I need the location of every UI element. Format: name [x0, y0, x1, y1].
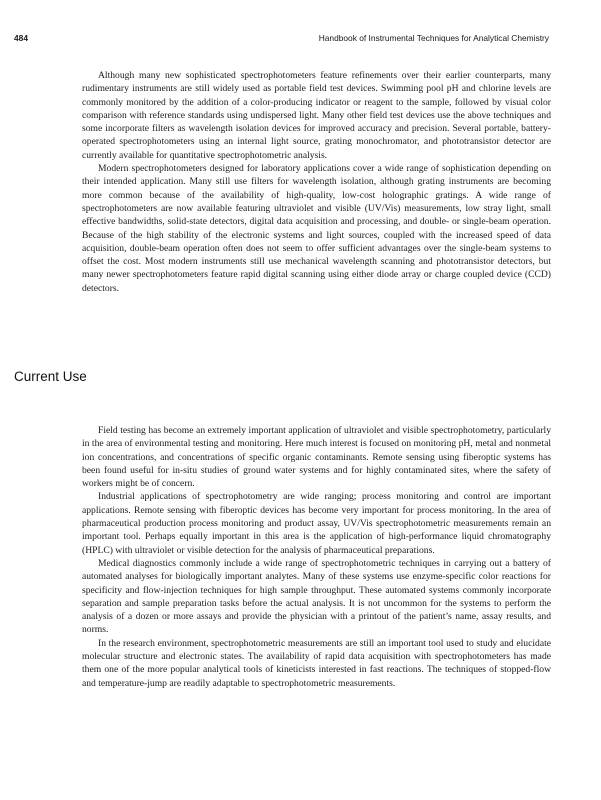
page-header [14, 33, 549, 47]
page-number: 484 [14, 33, 28, 43]
section-paragraph: Industrial applications of spectrophotometry are wide ranging; process monitoring and control are important applications. Remote sensing with fiberoptic devices has become very important for process monitoring. In the area of pharmaceutical production process monitoring and product assay, UV/Vis spectrophotometric measurements remain an important tool. Perhaps equally important in this area is the application of high-performance liquid chromatography (HPLC) with ultraviolet or visible detection for the analysis of pharmaceutical preparations. [82, 491, 551, 556]
current-use-text-block [82, 424, 551, 690]
section-paragraph: In the research environment, spectrophotometric measurements are still an important tool used to study and elucidate molecular structure and electronic states. The availability of rapid data acquisition with spectrophotometers has made them one of the more popular analytical tools of kineticists interested in fast reactions. The techniques of stopped-flow and temperature-jump are readily adaptable to spectrophotometric measurements. [82, 637, 551, 689]
intro-paragraph: Modern spectrophotometers designed for laboratory applications cover a wide range of sophistication depending on their intended application. Many still use filters for wavelength isolation, although grating instruments are becoming more common because of the availability of high-quality, low-cost holographic gratings. A wide range of spectrophotometers are now available featuring ultraviolet and visible (UV/Vis) measurements, low stray light, small effective bandwidths, solid-state detectors, digital data acquisition and processing, and double- or single-beam operation. Because of the high stability of the electronic systems and light sources, coupled with the increased speed of data acquisition, double-beam operation often does not seem to offer sufficient advantages over the single-beam systems to offset the cost. Most modern instruments still use mechanical wavelength scanning and phototransistor detectors, but many newer spectrophotometers feature rapid digital scanning using either diode array or charge coupled device (CCD) detectors. [82, 163, 551, 294]
section-paragraph: Field testing has become an extremely important application of ultraviolet and visible spectrophotometry, particularly in the area of environmental testing and monitoring. Here much interest is focused on monitoring pH, metal and nonmetal ion concentrations, and concentrations of specific organic contaminants. Remote sensing using fiberoptic systems has been found useful for in-situ studies of ground water systems and for highly contaminated sites, where the safety of workers might be of concern. [82, 425, 551, 490]
running-head: Handbook of Instrumental Techniques for Analytical Chemistry [318, 33, 549, 43]
intro-paragraph: Although many new sophisticated spectrophotometers feature refinements over their earlier counterparts, many rudimentary instruments are still widely used as portable field test devices. Swimming pool pH and chlorine levels are commonly monitored by the addition of a color-producing indicator or reagent to the sample, followed by visual color comparison with reference standards using undispersed light. Many other field test devices use the above techniques and some incorporate filters as wavelength isolation devices for improved accuracy and precision. Several portable, battery-operated spectrophotometers using an internal light source, grating monochromator, and phototransistor detector are currently available for quantitative spectrophotometric analysis. [82, 70, 551, 161]
section-heading: Current Use [14, 369, 87, 384]
section-paragraph: Medical diagnostics commonly include a wide range of spectrophotometric techniques in carrying out a battery of automated analyses for biologically important analytes. Many of these systems use enzyme-specific color reactions for specificity and flow-injection techniques for high sample throughput. These automated systems commonly incorporate separation and sample preparation tasks before the actual analysis. It is not uncommon for the systems to perform the analysis of a dozen or more assays and provide the physician with a printout of the patient’s name, assay results, and norms. [82, 557, 551, 636]
intro-text-block [82, 69, 551, 295]
